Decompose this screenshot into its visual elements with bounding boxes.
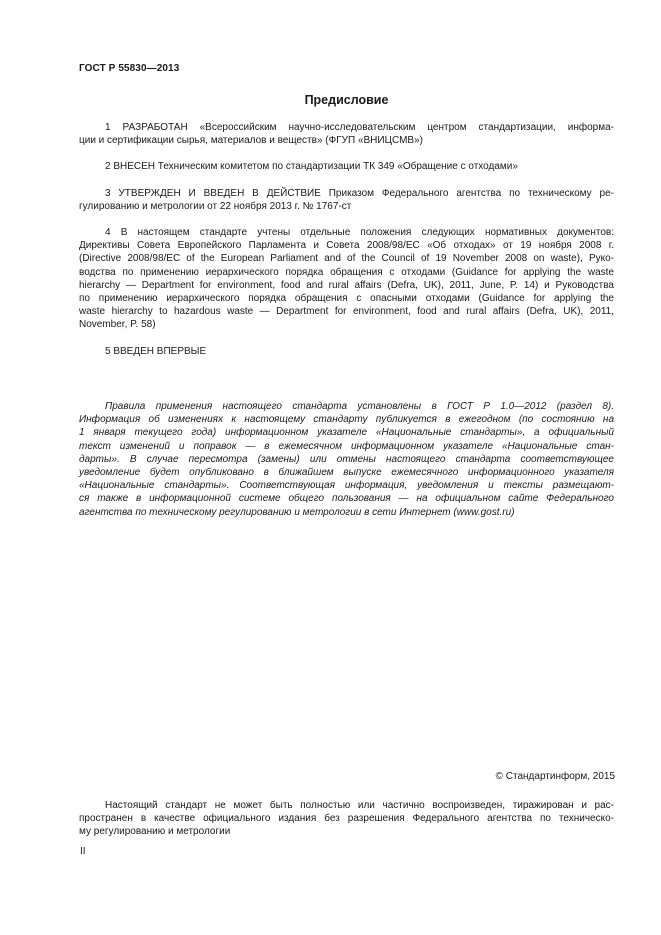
foreword-item-4 xyxy=(79,226,614,332)
document-code: ГОСТ Р 55830—2013 xyxy=(79,63,180,74)
notice-line: уведомление будет опубликовано в ближайшем выпуске ежемесячного информационного указателя xyxy=(79,467,614,479)
text-line: 3 УТВЕРЖДЕН И ВВЕДЕН В ДЕЙСТВИЕ Приказом Федерального агентства по техническому ре- xyxy=(105,188,614,199)
standard-notice xyxy=(79,400,614,519)
text-line: ции и сертификации сырья, материалов и веществ» (ФГУП «ВНИЦСМВ») xyxy=(79,135,423,147)
text-line: waste hierarchy to hazardous waste — Department for environment, food and rural affairs (Defra, UK), 2011, xyxy=(79,306,614,318)
text-line: по применению иерархического порядка обращения с опасными отходами (Guidance for applying the xyxy=(79,293,614,305)
text-line: 5 ВВЕДЕН ВПЕРВЫЕ xyxy=(105,346,207,357)
foreword-item-1 xyxy=(79,121,614,147)
notice-line: дарты». В случае пересмотра (замены) или отмены настоящего стандарта соответствующее xyxy=(79,453,614,465)
text-line: (Directive 2008/98/EC of the European Parliament and of the Council of 19 November 2008 on waste), Руко- xyxy=(79,253,614,265)
reproduction-notice xyxy=(79,799,614,839)
foreword-item-5 xyxy=(79,345,614,358)
page-number: II xyxy=(80,846,86,857)
notice-line: ся также в информационной системе общего пользования — на официальном сайте Федерального xyxy=(79,493,614,505)
notice-line: текст изменений и поправок — в ежемесячном информационном указателе «Национальные стан- xyxy=(79,440,614,452)
notice-line: агентства по техническому регулированию и метрологии в сети Интернет (www.gost.ru) xyxy=(79,506,515,518)
text-line: 1 РАЗРАБОТАН «Всероссийским научно-исследовательским центром стандартизации, информа- xyxy=(105,122,614,133)
text-line: 2 ВНЕСЕН Техническим комитетом по стандартизации ТК 349 «Обращение с отходами» xyxy=(105,161,518,172)
notice-line: 1 января текущего года) информационном указателе «Национальные стандарты», а официальный xyxy=(79,427,614,439)
text-line: Настоящий стандарт не может быть полностью или частично воспроизведен, тиражирован и рас- xyxy=(105,800,614,811)
foreword-item-2 xyxy=(79,160,614,173)
page-title: Предисловие xyxy=(304,93,389,107)
foreword-item-3 xyxy=(79,187,614,213)
text-line: пространен в качестве официального издания без разрешения Федерального агентства по техническо- xyxy=(79,813,614,825)
notice-line: Правила применения настоящего стандарта установлены в ГОСТ Р 1.0—2012 (раздел 8). xyxy=(105,401,614,412)
text-line: hierarchy — Department for environment, food and rural affairs (Defra, UK), 2011, June, P. 14) и Руководства xyxy=(79,279,614,291)
text-line: Директивы Совета Европейского Парламента и Совета 2008/98/ЕС «Об отходах» от 19 ноября 2008 г. xyxy=(79,240,614,252)
text-line: November, P. 58) xyxy=(79,319,156,331)
text-line: водства по применению иерархического порядка обращения с отходами (Guidance for applying the waste xyxy=(79,266,614,278)
notice-line: «Национальные стандарты». Соответствующая информация, уведомления и тексты размещают- xyxy=(79,480,614,492)
notice-line: Информация об изменениях к настоящему стандарту публикуется в ежегодном (по состоянию на xyxy=(79,414,614,426)
text-line: му регулированию и метрологии xyxy=(79,826,231,838)
text-line: 4 В настоящем стандарте учтены отдельные положения следующих нормативных документов: xyxy=(105,227,614,238)
text-line: гулированию и метрологии от 22 ноября 2013 г. № 1767-ст xyxy=(79,201,352,213)
copyright-notice: © Стандартинформ, 2015 xyxy=(495,771,615,782)
